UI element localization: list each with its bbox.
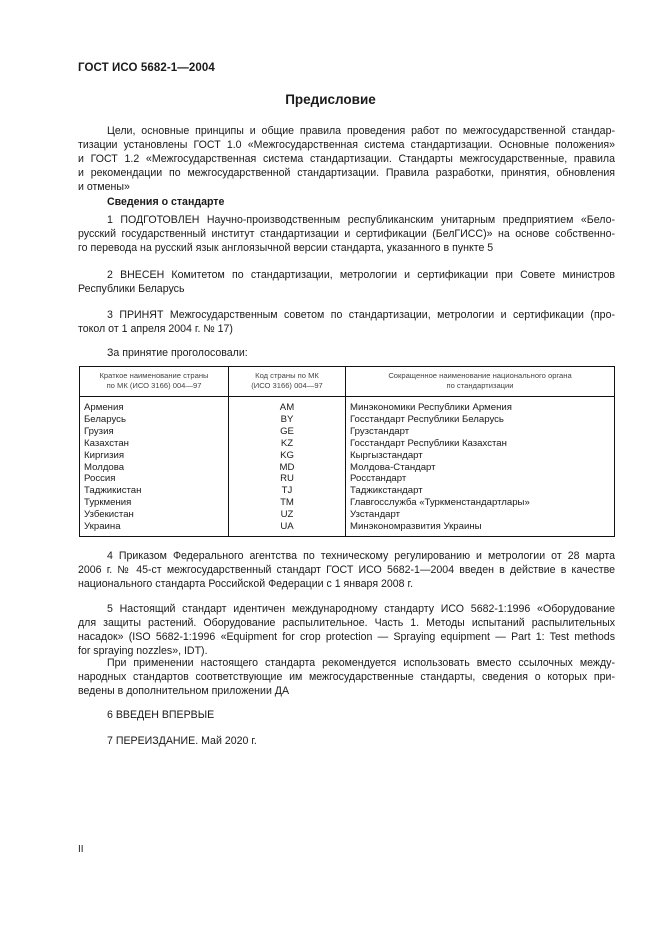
code-cell: KZ [229,438,346,450]
item-5-line: 5 Настоящий стандарт идентичен международному стандарту ИСО 5682-1:1996 «Оборудование [107,603,615,615]
item-1-line: го перевода на русский язык англоязычной версии стандарта, указанного в пункте 5 [78,242,494,254]
code-cell: GE [229,426,346,438]
body-cell: Минэкономразвития Украины [346,521,615,536]
code-cell: TJ [229,485,346,497]
header-line: по МК (ИСО 3166) 004—97 [106,381,202,390]
country-cell: Таджикистан [80,485,229,497]
body-cell: Госстандарт Республики Беларусь [346,414,615,426]
body-cell: Молдова-Стандарт [346,462,615,474]
table-row [80,438,615,450]
table-row [80,521,615,536]
intro-line: и отмены» [78,181,130,193]
code-cell: TM [229,497,346,509]
body-cell: Кыргызстандарт [346,450,615,462]
header-country-code [229,367,346,397]
item-2-paragraph [78,268,615,296]
item-6-paragraph [78,708,615,722]
country-cell: Россия [80,473,229,485]
header-line: Код страны по МК [255,371,319,380]
country-cell: Молдова [80,462,229,474]
body-cell: Таджикстандарт [346,485,615,497]
header-line: Сокращенное наименование национального органа [388,371,572,380]
table-row [80,450,615,462]
country-cell: Беларусь [80,414,229,426]
item-5-line: for spraying nozzles», IDT). [78,645,208,657]
item-2-line: 2 ВНЕСЕН Комитетом по стандартизации, метрологии и сертификации при Совете министров [107,269,615,281]
item-6-line: 6 ВВЕДЕН ВПЕРВЫЕ [107,709,215,721]
standard-info-heading: Сведения о стандарте [107,196,225,208]
body-cell: Росстандарт [346,473,615,485]
table-row [80,462,615,474]
table-row [80,509,615,521]
country-cell: Украина [80,521,229,536]
page-title: Предисловие [285,92,376,107]
item-2-line: Республики Беларусь [78,283,185,295]
header-line: Краткое наименование страны [99,371,209,380]
document-code: ГОСТ ИСО 5682-1—2004 [78,62,215,74]
item-1-paragraph [78,213,615,255]
page-number: II [78,844,84,855]
item-1-line: 1 ПОДГОТОВЛЕН Научно-производственным республиканским унитарным предприятием «Бело- [107,214,615,226]
intro-line: и ГОСТ 1.2 «Межгосударственная система стандартизации. Стандарты межгосударственные, правила [78,153,615,165]
votes-table-header-row [80,367,615,397]
item-3-paragraph [78,308,615,336]
intro-paragraph [78,124,615,194]
intro-line: и рекомендации по межгосударственной стандартизации. Правила разработки, принятия, обновления [78,167,615,179]
body-cell: Грузстандарт [346,426,615,438]
code-cell: UZ [229,509,346,521]
country-cell: Киргизия [80,450,229,462]
code-cell: RU [229,473,346,485]
header-line: (ИСО 3166) 004—97 [251,381,323,390]
item-3-line: 3 ПРИНЯТ Межгосударственным советом по стандартизации, метрологии и сертификации (про- [107,309,615,321]
table-row [80,497,615,509]
table-row [80,473,615,485]
body-cell: Главгосслужба «Туркменстандартлары» [346,497,615,509]
item-7-line: 7 ПЕРЕИЗДАНИЕ. Май 2020 г. [107,735,257,747]
table-row [80,485,615,497]
header-line: по стандартизации [446,381,514,390]
item-5-note-line: ведены в дополнительном приложении ДА [78,685,290,697]
body-cell: Минэкономики Республики Армения [346,397,615,414]
code-cell: BY [229,414,346,426]
item-4-line: национального стандарта Российской Федерации с 1 января 2008 г. [78,578,414,590]
body-cell: Узстандарт [346,509,615,521]
table-row [80,426,615,438]
country-cell: Узбекистан [80,509,229,521]
item-3-line: токол от 1 апреля 2004 г. № 17) [78,323,233,335]
item-5-note-paragraph [78,656,615,698]
code-cell: UA [229,521,346,536]
item-5-note-line: народных стандартов соответствующие им межгосударственные стандарты, сведения о которых при- [78,671,615,683]
country-cell: Грузия [80,426,229,438]
item-5-note-line: При применении настоящего стандарта рекомендуется использовать вместо ссылочных между- [107,657,615,669]
votes-label: За принятие проголосовали: [107,347,248,359]
item-7-paragraph [78,734,615,748]
table-row [80,414,615,426]
item-4-paragraph [78,549,615,591]
intro-line: Цели, основные принципы и общие правила проведения работ по межгосударственной стандар- [107,125,615,137]
header-standards-body [346,367,615,397]
table-row [80,397,615,414]
item-5-line: для защиты растений. Оборудование распылительное. Часть 1. Методы испытаний распылительных [78,617,615,629]
code-cell: AM [229,397,346,414]
item-1-line: русский государственный институт стандартизации и сертификации (БелГИСС)» на основе собственно- [78,228,615,240]
country-cell: Казахстан [80,438,229,450]
body-cell: Госстандарт Республики Казахстан [346,438,615,450]
item-5-paragraph [78,602,615,658]
intro-line: тизации установлены ГОСТ 1.0 «Межгосударственная система стандартизации. Основные положения» [78,139,615,151]
header-country-name [80,367,229,397]
item-5-line: насадок» (ISO 5682-1:1996 «Equipment for crop protection — Spraying equipment — Part 1: Test methods [78,631,615,643]
item-4-line: 4 Приказом Федерального агентства по техническому регулированию и метрологии от 28 марта [107,550,615,562]
item-4-line: 2006 г. № 45-ст межгосударственный стандарт ГОСТ ИСО 5682-1—2004 введен в действие в качестве [78,564,615,576]
country-cell: Туркмения [80,497,229,509]
code-cell: MD [229,462,346,474]
code-cell: KG [229,450,346,462]
votes-table [79,366,615,537]
country-cell: Армения [80,397,229,414]
